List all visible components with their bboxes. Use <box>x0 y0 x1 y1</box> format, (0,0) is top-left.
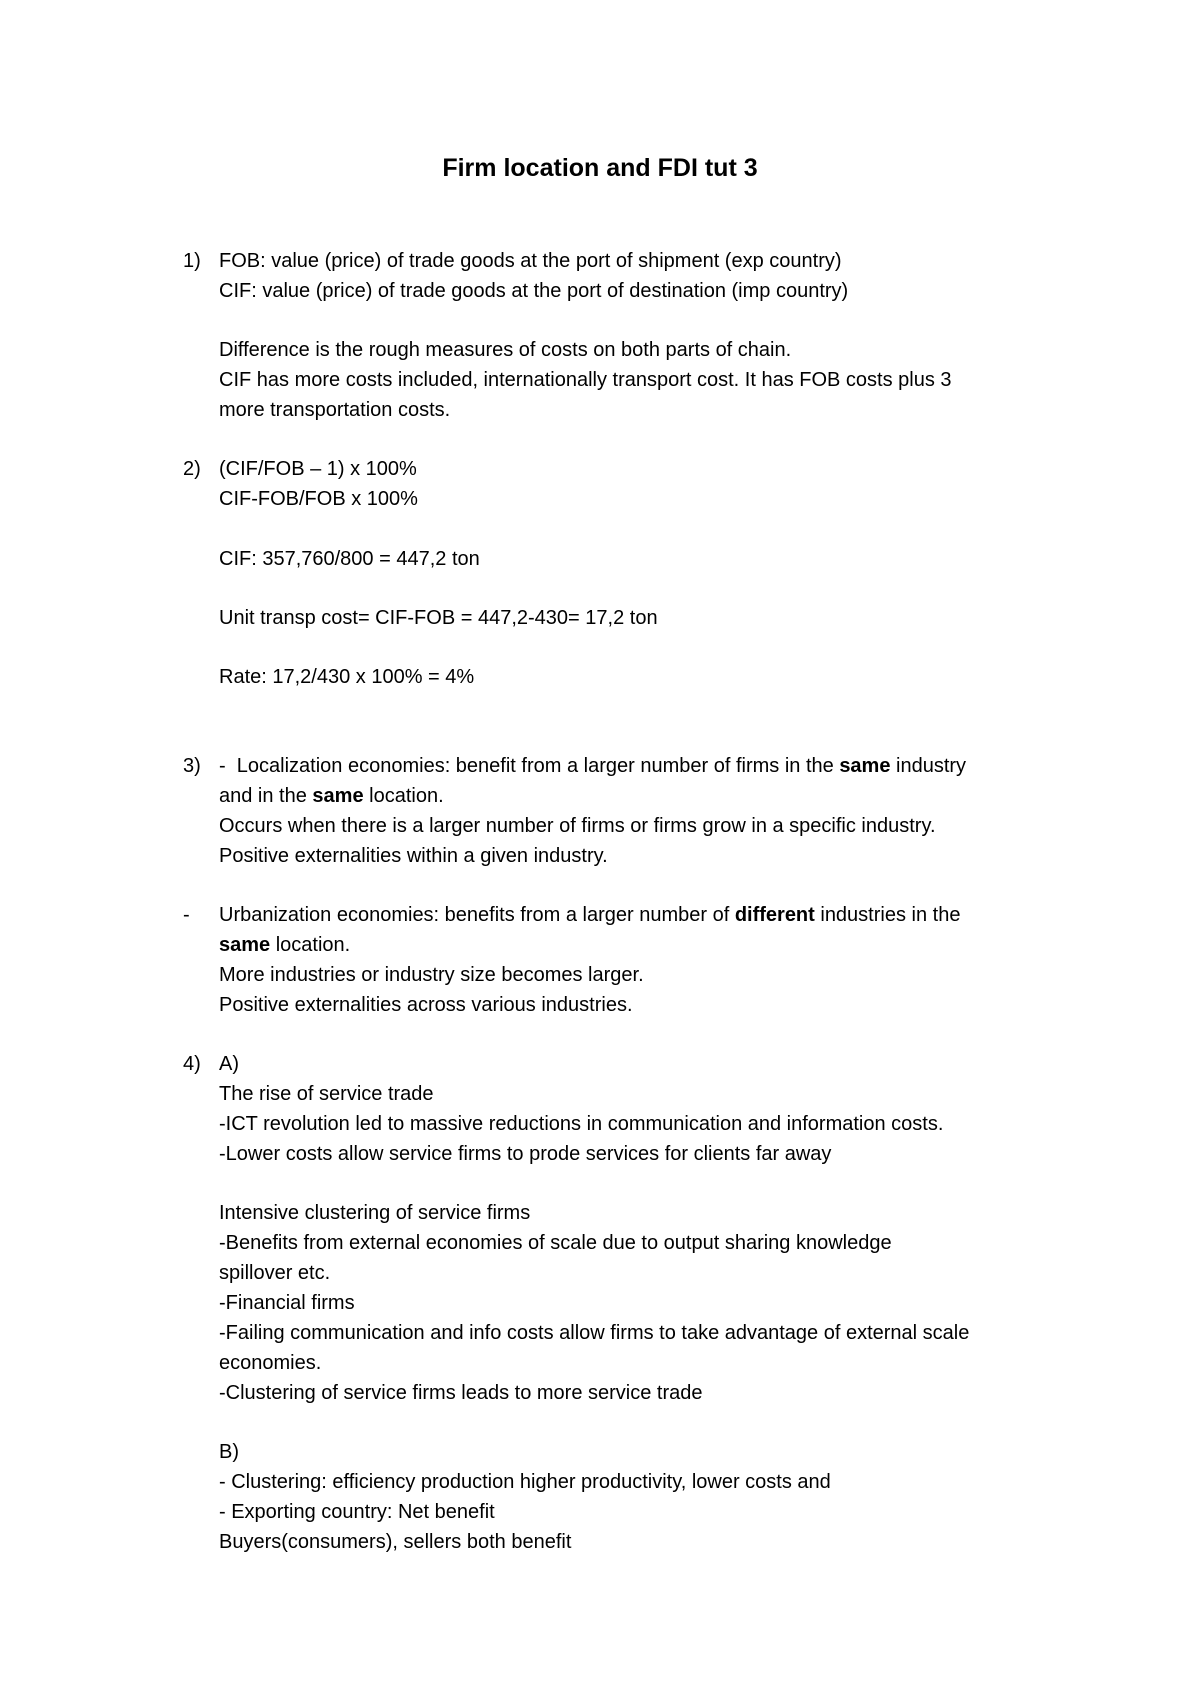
q1-line: CIF: value (price) of trade goods at the port of destination (imp country) <box>219 280 849 302</box>
q3-urbanization-line-3: More industries or industry size becomes larger. <box>219 964 644 986</box>
q4-b-line: - Exporting country: Net benefit <box>219 1501 495 1523</box>
text-span: location. <box>270 934 351 956</box>
text-span: industries in the <box>814 904 961 926</box>
text-span: and in the <box>219 785 313 807</box>
q4-a-line: -Failing communication and info costs allow firms to take advantage of external scale <box>219 1322 970 1344</box>
q3-localization-dash: - <box>219 755 226 777</box>
q2-line: Rate: 17,2/430 x 100% = 4% <box>219 666 475 688</box>
text-span: location. <box>363 785 444 807</box>
q2-line: CIF: 357,760/800 = 447,2 ton <box>219 548 480 570</box>
q4-b-line: - Clustering: efficiency production higher productivity, lower costs and <box>219 1471 831 1493</box>
question-3-number: 3) <box>183 755 201 777</box>
question-1-number: 1) <box>183 250 201 272</box>
q1-line: more transportation costs. <box>219 399 451 421</box>
q1-line: CIF has more costs included, internationally transport cost. It has FOB costs plus 3 <box>219 369 952 391</box>
text-span: Localization economies: benefit from a larger number of firms in the <box>236 755 840 777</box>
q4-b-line: Buyers(consumers), sellers both benefit <box>219 1531 572 1553</box>
q4-a-line: Intensive clustering of service firms <box>219 1202 531 1224</box>
document-title: Firm location and FDI tut 3 <box>442 154 758 182</box>
q3-localization-line-4: Positive externalities within a given industry. <box>219 845 608 867</box>
q4-a-line: -Lower costs allow service firms to prode services for clients far away <box>219 1143 832 1165</box>
q3-localization-line-3: Occurs when there is a larger number of firms or firms grow in a specific industry. <box>219 815 936 837</box>
q4-a-line: The rise of service trade <box>219 1083 434 1105</box>
q2-line: CIF-FOB/FOB x 100% <box>219 488 418 510</box>
q3-urbanization-line-1 <box>219 900 960 930</box>
text-span: industry <box>890 755 967 777</box>
q4-a-line: -ICT revolution led to massive reductions in communication and information costs. <box>219 1113 944 1135</box>
q3-localization-line-1 <box>219 751 966 781</box>
bold-span: same <box>219 934 271 956</box>
q4-a-line: -Financial firms <box>219 1292 355 1314</box>
q1-line: Difference is the rough measures of costs on both parts of chain. <box>219 339 792 361</box>
bold-span: same <box>839 755 891 777</box>
q4-b-line: B) <box>219 1441 239 1463</box>
q4-a-line: -Benefits from external economies of scale due to output sharing knowledge <box>219 1232 892 1254</box>
q3-urbanization-line-4: Positive externalities across various industries. <box>219 994 633 1016</box>
question-4-number: 4) <box>183 1053 201 1075</box>
bold-span: same <box>312 785 364 807</box>
text-span: Urbanization economies: benefits from a larger number of <box>219 904 735 926</box>
question-2-number: 2) <box>183 458 201 480</box>
q2-line: (CIF/FOB – 1) x 100% <box>219 458 417 480</box>
q1-line: FOB: value (price) of trade goods at the port of shipment (exp country) <box>219 250 842 272</box>
q3-urbanization-dash: - <box>183 904 190 926</box>
q3-localization-line-2 <box>219 781 444 811</box>
q2-line: Unit transp cost= CIF-FOB = 447,2-430= 17,2 ton <box>219 607 658 629</box>
q4-a-line: economies. <box>219 1352 322 1374</box>
q3-urbanization-line-2 <box>219 930 350 960</box>
q4-a-line: -Clustering of service firms leads to more service trade <box>219 1382 703 1404</box>
q4-a-line: spillover etc. <box>219 1262 331 1284</box>
bold-span: different <box>734 904 815 926</box>
q4-a-line: A) <box>219 1053 239 1075</box>
